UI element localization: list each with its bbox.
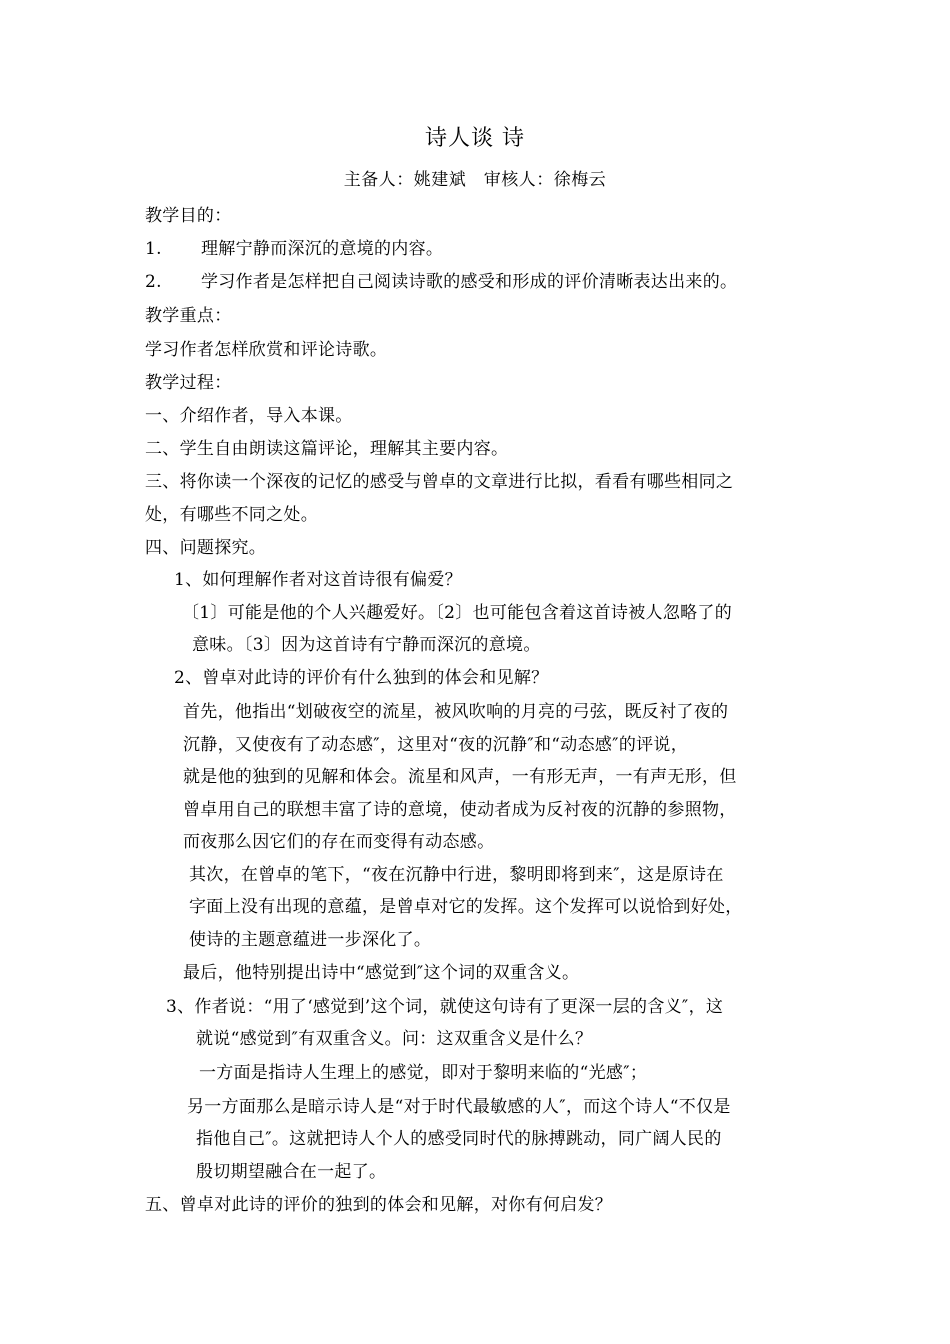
key-points-heading: 教学重点： xyxy=(145,306,232,326)
key-points-text: 学习作者怎样欣赏和评论诗歌。 xyxy=(145,340,388,360)
answer-2-para-2-line-2: 字面上没有出现的意蕴，是曾卓对它的发挥。这个发挥可以说恰到好处， xyxy=(189,897,743,917)
question-1: 1、如何理解作者对这首诗很有偏爱？ xyxy=(174,570,462,590)
objective-item-2 xyxy=(145,271,737,293)
answer-2-para-1-line-3: 就是他的独到的见解和体会。流星和风声，一有形无声，一有声无形，但 xyxy=(183,767,737,787)
document-subtitle: 主备人：姚建斌 审核人：徐梅云 xyxy=(343,170,607,190)
process-step-3-line-2: 处，有哪些不同之处。 xyxy=(145,505,318,525)
process-step-1: 一、介绍作者，导入本课。 xyxy=(145,406,353,426)
answer-3-line-1: 一方面是指诗人生理上的感觉，即对于黎明来临的“光感″； xyxy=(199,1063,648,1083)
process-step-4: 四、问题探究。 xyxy=(145,538,267,558)
answer-3-line-3: 指他自己″。这就把诗人个人的感受同时代的脉搏跳动，同广阔人民的 xyxy=(196,1129,722,1149)
objective-text: 学习作者是怎样把自己阅读诗歌的感受和形成的评价清晰表达出来的。 xyxy=(201,272,738,292)
answer-2-para-2-line-3: 使诗的主题意蕴进一步深化了。 xyxy=(189,930,432,950)
answer-3-line-4: 殷切期望融合在一起了。 xyxy=(196,1162,387,1182)
answer-2-para-3: 最后，他特别提出诗中“感觉到″这个词的双重含义。 xyxy=(183,963,580,983)
answer-2-para-2-line-1: 其次，在曾卓的笔下，“夜在沉静中行进，黎明即将到来″，这是原诗在 xyxy=(189,865,724,885)
question-3-line-1: 3、作者说：“用了‘感觉到’这个词，就使这句诗有了更深一层的含义″，这 xyxy=(166,997,724,1017)
process-step-2: 二、学生自由朗读这篇评论，理解其主要内容。 xyxy=(145,439,509,459)
answer-1-line-2: 意味。〔3〕因为这首诗有宁静而深沉的意境。 xyxy=(192,635,541,655)
answer-2-para-1-line-5: 而夜那么因它们的存在而变得有动态感。 xyxy=(183,832,495,852)
answer-3-line-2: 另一方面那么是暗示诗人是“对于时代最敏感的人″，而这个诗人“不仅是 xyxy=(187,1097,731,1117)
objective-item-1 xyxy=(145,238,443,260)
objective-number: 2. xyxy=(145,272,162,292)
process-step-3-line-1: 三、将你读一个深夜的记忆的感受与曾卓的文章进行比拟，看看有哪些相同之 xyxy=(145,472,734,492)
objective-text: 理解宁静而深沉的意境的内容。 xyxy=(201,239,444,259)
answer-1-line-1: 〔1〕可能是他的个人兴趣爱好。〔2〕也可能包含着这首诗被人忽略了的 xyxy=(182,603,733,623)
answer-2-para-1-line-4: 曾卓用自己的联想丰富了诗的意境，使动者成为反衬夜的沉静的参照物， xyxy=(183,800,737,820)
question-2: 2、曾卓对此诗的评价有什么独到的体会和见解？ xyxy=(174,668,549,688)
objectives-heading: 教学目的： xyxy=(145,206,232,226)
objective-number: 1. xyxy=(145,239,162,259)
process-step-5: 五、曾卓对此诗的评价的独到的体会和见解，对你有何启发？ xyxy=(145,1195,613,1215)
process-heading: 教学过程： xyxy=(145,373,232,393)
answer-2-para-1-line-1: 首先，他指出“划破夜空的流星，被风吹响的月亮的弓弦，既反衬了夜的 xyxy=(183,702,729,722)
question-3-line-2: 就说“感觉到″有双重含义。问：这双重含义是什么？ xyxy=(196,1029,593,1049)
answer-2-para-1-line-2: 沉静，又使夜有了动态感″，这里对“夜的沉静″和“动态感″的评说， xyxy=(183,735,689,755)
document-title: 诗人谈 诗 xyxy=(425,126,525,151)
